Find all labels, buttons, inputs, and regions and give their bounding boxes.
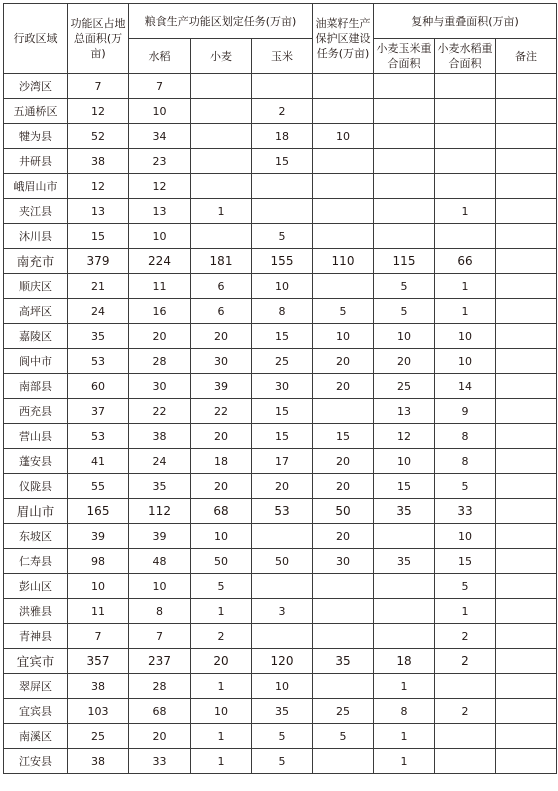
cell-wheat-corn: 1 xyxy=(374,724,435,749)
cell-wheat-rice xyxy=(435,749,496,774)
cell-rice: 20 xyxy=(129,324,191,349)
cell-note xyxy=(496,374,557,399)
cell-wheat: 20 xyxy=(191,649,252,674)
cell-wheat-corn xyxy=(374,574,435,599)
cell-wheat-corn: 15 xyxy=(374,474,435,499)
cell-wheat: 20 xyxy=(191,324,252,349)
cell-wheat-rice: 1 xyxy=(435,599,496,624)
cell-rice: 22 xyxy=(129,399,191,424)
cell-rapeseed xyxy=(313,574,374,599)
cell-wheat-rice: 1 xyxy=(435,274,496,299)
cell-wheat-corn: 35 xyxy=(374,499,435,524)
cell-note xyxy=(496,149,557,174)
table-row xyxy=(4,224,557,249)
cell-wheat: 22 xyxy=(191,399,252,424)
cell-wheat: 1 xyxy=(191,199,252,224)
cell-wheat xyxy=(191,99,252,124)
cell-rice: 237 xyxy=(129,649,191,674)
cell-rice: 38 xyxy=(129,424,191,449)
cell-wheat-corn xyxy=(374,124,435,149)
table-row xyxy=(4,349,557,374)
cell-rice: 11 xyxy=(129,274,191,299)
cell-note xyxy=(496,274,557,299)
cell-wheat-corn: 13 xyxy=(374,399,435,424)
cell-rice: 13 xyxy=(129,199,191,224)
cell-note xyxy=(496,174,557,199)
cell-corn: 25 xyxy=(252,349,313,374)
cell-rice: 23 xyxy=(129,149,191,174)
cell-wheat: 2 xyxy=(191,624,252,649)
cell-corn xyxy=(252,524,313,549)
cell-rapeseed: 20 xyxy=(313,524,374,549)
cell-wheat-rice: 1 xyxy=(435,199,496,224)
cell-wheat-rice: 33 xyxy=(435,499,496,524)
cell-wheat: 1 xyxy=(191,724,252,749)
cell-region: 南部县 xyxy=(4,374,68,399)
cell-wheat-corn: 35 xyxy=(374,549,435,574)
header-area-total: 功能区占地总面积(万亩) xyxy=(68,4,129,74)
cell-rapeseed xyxy=(313,199,374,224)
cell-wheat xyxy=(191,174,252,199)
table-row xyxy=(4,149,557,174)
cell-region: 眉山市 xyxy=(4,499,68,524)
cell-rapeseed: 30 xyxy=(313,549,374,574)
cell-wheat-corn xyxy=(374,599,435,624)
cell-corn: 35 xyxy=(252,699,313,724)
cell-area-total: 379 xyxy=(68,249,129,274)
cell-corn xyxy=(252,199,313,224)
cell-area-total: 12 xyxy=(68,99,129,124)
allocation-table xyxy=(3,3,557,774)
table-row xyxy=(4,324,557,349)
cell-area-total: 38 xyxy=(68,749,129,774)
table-row-city xyxy=(4,649,557,674)
cell-region: 五通桥区 xyxy=(4,99,68,124)
cell-wheat-corn: 1 xyxy=(374,674,435,699)
cell-note xyxy=(496,449,557,474)
cell-wheat-corn xyxy=(374,99,435,124)
table-row-city xyxy=(4,499,557,524)
cell-rice: 34 xyxy=(129,124,191,149)
cell-rapeseed: 20 xyxy=(313,474,374,499)
table-row xyxy=(4,599,557,624)
cell-wheat-corn xyxy=(374,524,435,549)
cell-corn xyxy=(252,574,313,599)
cell-note xyxy=(496,74,557,99)
cell-rapeseed xyxy=(313,99,374,124)
header-region: 行政区域 xyxy=(4,4,68,74)
cell-note xyxy=(496,349,557,374)
cell-corn: 15 xyxy=(252,424,313,449)
cell-rice: 28 xyxy=(129,349,191,374)
cell-wheat-rice: 10 xyxy=(435,324,496,349)
cell-area-total: 60 xyxy=(68,374,129,399)
cell-rice: 10 xyxy=(129,224,191,249)
cell-rapeseed: 35 xyxy=(313,649,374,674)
cell-corn: 53 xyxy=(252,499,313,524)
cell-corn: 15 xyxy=(252,324,313,349)
cell-wheat-rice xyxy=(435,99,496,124)
cell-area-total: 11 xyxy=(68,599,129,624)
cell-wheat: 20 xyxy=(191,424,252,449)
cell-wheat-corn: 12 xyxy=(374,424,435,449)
cell-corn: 18 xyxy=(252,124,313,149)
cell-area-total: 7 xyxy=(68,624,129,649)
cell-wheat: 181 xyxy=(191,249,252,274)
cell-area-total: 55 xyxy=(68,474,129,499)
cell-wheat xyxy=(191,149,252,174)
cell-wheat: 18 xyxy=(191,449,252,474)
cell-area-total: 53 xyxy=(68,424,129,449)
table-row xyxy=(4,524,557,549)
cell-region: 彭山区 xyxy=(4,574,68,599)
table-row xyxy=(4,399,557,424)
cell-area-total: 38 xyxy=(68,149,129,174)
table-row xyxy=(4,274,557,299)
cell-note xyxy=(496,749,557,774)
cell-area-total: 37 xyxy=(68,399,129,424)
cell-rapeseed xyxy=(313,74,374,99)
cell-rapeseed: 10 xyxy=(313,124,374,149)
table-row xyxy=(4,424,557,449)
cell-wheat-corn xyxy=(374,624,435,649)
header-overlap-group: 复种与重叠面积(万亩) xyxy=(374,4,557,39)
cell-rapeseed: 15 xyxy=(313,424,374,449)
cell-note xyxy=(496,324,557,349)
cell-wheat-corn: 10 xyxy=(374,324,435,349)
table-row xyxy=(4,199,557,224)
cell-note xyxy=(496,524,557,549)
cell-region: 夹江县 xyxy=(4,199,68,224)
cell-corn xyxy=(252,74,313,99)
cell-note xyxy=(496,124,557,149)
table-row xyxy=(4,699,557,724)
cell-rice: 7 xyxy=(129,74,191,99)
cell-region: 西充县 xyxy=(4,399,68,424)
cell-rice: 8 xyxy=(129,599,191,624)
header-wheat-corn: 小麦玉米重合面积 xyxy=(374,39,435,74)
cell-wheat xyxy=(191,124,252,149)
cell-area-total: 25 xyxy=(68,724,129,749)
cell-wheat-corn: 25 xyxy=(374,374,435,399)
cell-wheat: 6 xyxy=(191,274,252,299)
cell-wheat-corn: 5 xyxy=(374,299,435,324)
cell-wheat-rice xyxy=(435,674,496,699)
cell-wheat-corn: 5 xyxy=(374,274,435,299)
cell-region: 沙湾区 xyxy=(4,74,68,99)
cell-area-total: 38 xyxy=(68,674,129,699)
cell-corn: 17 xyxy=(252,449,313,474)
cell-region: 沐川县 xyxy=(4,224,68,249)
cell-rice: 10 xyxy=(129,99,191,124)
cell-wheat-corn xyxy=(374,199,435,224)
table-row xyxy=(4,374,557,399)
cell-corn: 50 xyxy=(252,549,313,574)
header-rice: 水稻 xyxy=(129,39,191,74)
cell-rice: 48 xyxy=(129,549,191,574)
cell-corn: 30 xyxy=(252,374,313,399)
cell-region: 仪陇县 xyxy=(4,474,68,499)
table-row xyxy=(4,549,557,574)
cell-corn: 10 xyxy=(252,674,313,699)
table-row xyxy=(4,449,557,474)
cell-rapeseed xyxy=(313,174,374,199)
cell-rice: 68 xyxy=(129,699,191,724)
cell-rice: 30 xyxy=(129,374,191,399)
cell-wheat-corn xyxy=(374,174,435,199)
cell-rice: 12 xyxy=(129,174,191,199)
cell-area-total: 13 xyxy=(68,199,129,224)
cell-corn: 5 xyxy=(252,224,313,249)
cell-rapeseed xyxy=(313,599,374,624)
cell-wheat-rice: 5 xyxy=(435,574,496,599)
cell-wheat-corn xyxy=(374,224,435,249)
cell-rice: 24 xyxy=(129,449,191,474)
header-corn: 玉米 xyxy=(252,39,313,74)
cell-rapeseed xyxy=(313,674,374,699)
cell-area-total: 103 xyxy=(68,699,129,724)
cell-area-total: 39 xyxy=(68,524,129,549)
cell-wheat-rice: 10 xyxy=(435,349,496,374)
cell-wheat: 10 xyxy=(191,699,252,724)
cell-note xyxy=(496,724,557,749)
table-row xyxy=(4,474,557,499)
cell-area-total: 12 xyxy=(68,174,129,199)
cell-note xyxy=(496,424,557,449)
cell-wheat: 6 xyxy=(191,299,252,324)
table-row-city xyxy=(4,249,557,274)
cell-wheat: 68 xyxy=(191,499,252,524)
cell-wheat-corn: 20 xyxy=(374,349,435,374)
cell-region: 嘉陵区 xyxy=(4,324,68,349)
table-row xyxy=(4,749,557,774)
cell-wheat-rice xyxy=(435,724,496,749)
cell-area-total: 98 xyxy=(68,549,129,574)
cell-note xyxy=(496,699,557,724)
cell-region: 阆中市 xyxy=(4,349,68,374)
cell-rice: 16 xyxy=(129,299,191,324)
table-row xyxy=(4,174,557,199)
header-grain-group: 粮食生产功能区划定任务(万亩) xyxy=(129,4,313,39)
cell-area-total: 21 xyxy=(68,274,129,299)
cell-corn xyxy=(252,624,313,649)
cell-rapeseed: 50 xyxy=(313,499,374,524)
table-row xyxy=(4,674,557,699)
cell-corn: 8 xyxy=(252,299,313,324)
cell-wheat-rice: 66 xyxy=(435,249,496,274)
cell-area-total: 52 xyxy=(68,124,129,149)
cell-rapeseed: 5 xyxy=(313,724,374,749)
cell-note xyxy=(496,399,557,424)
cell-wheat: 5 xyxy=(191,574,252,599)
cell-wheat-rice: 15 xyxy=(435,549,496,574)
cell-wheat-rice: 8 xyxy=(435,424,496,449)
cell-wheat-rice: 1 xyxy=(435,299,496,324)
cell-wheat-rice xyxy=(435,174,496,199)
cell-region: 青神县 xyxy=(4,624,68,649)
cell-region: 江安县 xyxy=(4,749,68,774)
cell-region: 宜宾市 xyxy=(4,649,68,674)
header-note: 备注 xyxy=(496,39,557,74)
cell-rice: 112 xyxy=(129,499,191,524)
cell-region: 东坡区 xyxy=(4,524,68,549)
cell-region: 井研县 xyxy=(4,149,68,174)
cell-wheat: 50 xyxy=(191,549,252,574)
cell-wheat-rice: 2 xyxy=(435,624,496,649)
cell-wheat-corn: 1 xyxy=(374,749,435,774)
cell-rapeseed xyxy=(313,624,374,649)
cell-area-total: 41 xyxy=(68,449,129,474)
cell-rapeseed xyxy=(313,274,374,299)
cell-region: 洪雅县 xyxy=(4,599,68,624)
cell-area-total: 7 xyxy=(68,74,129,99)
cell-rapeseed xyxy=(313,749,374,774)
cell-wheat-rice: 10 xyxy=(435,524,496,549)
cell-region: 宜宾县 xyxy=(4,699,68,724)
cell-corn: 3 xyxy=(252,599,313,624)
cell-wheat: 39 xyxy=(191,374,252,399)
cell-note xyxy=(496,599,557,624)
cell-corn: 15 xyxy=(252,399,313,424)
cell-rapeseed: 5 xyxy=(313,299,374,324)
cell-wheat-corn: 115 xyxy=(374,249,435,274)
cell-wheat-rice xyxy=(435,74,496,99)
cell-wheat xyxy=(191,224,252,249)
cell-area-total: 35 xyxy=(68,324,129,349)
cell-rice: 33 xyxy=(129,749,191,774)
cell-wheat-rice: 2 xyxy=(435,699,496,724)
header-wheat: 小麦 xyxy=(191,39,252,74)
cell-rice: 20 xyxy=(129,724,191,749)
cell-wheat-rice: 9 xyxy=(435,399,496,424)
cell-region: 高坪区 xyxy=(4,299,68,324)
cell-rapeseed: 20 xyxy=(313,449,374,474)
cell-note xyxy=(496,574,557,599)
cell-region: 翠屏区 xyxy=(4,674,68,699)
cell-wheat-rice: 8 xyxy=(435,449,496,474)
cell-wheat-rice: 14 xyxy=(435,374,496,399)
cell-wheat-corn: 8 xyxy=(374,699,435,724)
cell-note xyxy=(496,674,557,699)
cell-corn xyxy=(252,174,313,199)
cell-wheat: 10 xyxy=(191,524,252,549)
cell-note xyxy=(496,549,557,574)
cell-wheat: 1 xyxy=(191,674,252,699)
table-body xyxy=(4,74,557,774)
cell-note xyxy=(496,99,557,124)
cell-corn: 15 xyxy=(252,149,313,174)
cell-note xyxy=(496,499,557,524)
cell-note xyxy=(496,199,557,224)
cell-wheat: 30 xyxy=(191,349,252,374)
cell-note xyxy=(496,299,557,324)
cell-region: 营山县 xyxy=(4,424,68,449)
header-wheat-rice: 小麦水稻重合面积 xyxy=(435,39,496,74)
cell-rapeseed: 110 xyxy=(313,249,374,274)
cell-region: 峨眉山市 xyxy=(4,174,68,199)
cell-rice: 7 xyxy=(129,624,191,649)
table-row xyxy=(4,99,557,124)
cell-area-total: 15 xyxy=(68,224,129,249)
cell-wheat-rice: 5 xyxy=(435,474,496,499)
cell-corn: 155 xyxy=(252,249,313,274)
cell-note xyxy=(496,624,557,649)
cell-region: 南溪区 xyxy=(4,724,68,749)
cell-wheat: 20 xyxy=(191,474,252,499)
cell-rapeseed xyxy=(313,224,374,249)
cell-wheat: 1 xyxy=(191,599,252,624)
cell-note xyxy=(496,649,557,674)
table-row xyxy=(4,574,557,599)
cell-area-total: 24 xyxy=(68,299,129,324)
cell-note xyxy=(496,224,557,249)
cell-area-total: 357 xyxy=(68,649,129,674)
cell-note xyxy=(496,249,557,274)
cell-wheat-corn: 10 xyxy=(374,449,435,474)
cell-rice: 35 xyxy=(129,474,191,499)
cell-rice: 10 xyxy=(129,574,191,599)
table-container xyxy=(3,3,557,774)
cell-note xyxy=(496,474,557,499)
cell-area-total: 10 xyxy=(68,574,129,599)
cell-area-total: 165 xyxy=(68,499,129,524)
cell-wheat-rice: 2 xyxy=(435,649,496,674)
cell-region: 顺庆区 xyxy=(4,274,68,299)
cell-rapeseed xyxy=(313,399,374,424)
cell-rapeseed: 10 xyxy=(313,324,374,349)
cell-rice: 39 xyxy=(129,524,191,549)
table-row xyxy=(4,124,557,149)
cell-wheat: 1 xyxy=(191,749,252,774)
cell-corn: 120 xyxy=(252,649,313,674)
cell-wheat xyxy=(191,74,252,99)
cell-region: 犍为县 xyxy=(4,124,68,149)
table-row xyxy=(4,299,557,324)
cell-wheat-rice xyxy=(435,149,496,174)
cell-area-total: 53 xyxy=(68,349,129,374)
cell-region: 蓬安县 xyxy=(4,449,68,474)
table-row xyxy=(4,74,557,99)
cell-wheat-corn: 18 xyxy=(374,649,435,674)
cell-wheat-corn xyxy=(374,74,435,99)
cell-corn: 2 xyxy=(252,99,313,124)
cell-corn: 10 xyxy=(252,274,313,299)
cell-corn: 5 xyxy=(252,749,313,774)
cell-wheat-corn xyxy=(374,149,435,174)
cell-region: 仁寿县 xyxy=(4,549,68,574)
table-row xyxy=(4,624,557,649)
cell-rapeseed: 20 xyxy=(313,349,374,374)
cell-rapeseed: 20 xyxy=(313,374,374,399)
cell-region: 南充市 xyxy=(4,249,68,274)
cell-rapeseed: 25 xyxy=(313,699,374,724)
cell-wheat-rice xyxy=(435,124,496,149)
header-rapeseed: 油菜籽生产保护区建设任务(万亩) xyxy=(313,4,374,74)
cell-rice: 28 xyxy=(129,674,191,699)
cell-wheat-rice xyxy=(435,224,496,249)
cell-rapeseed xyxy=(313,149,374,174)
cell-corn: 20 xyxy=(252,474,313,499)
cell-corn: 5 xyxy=(252,724,313,749)
cell-rice: 224 xyxy=(129,249,191,274)
table-row xyxy=(4,724,557,749)
